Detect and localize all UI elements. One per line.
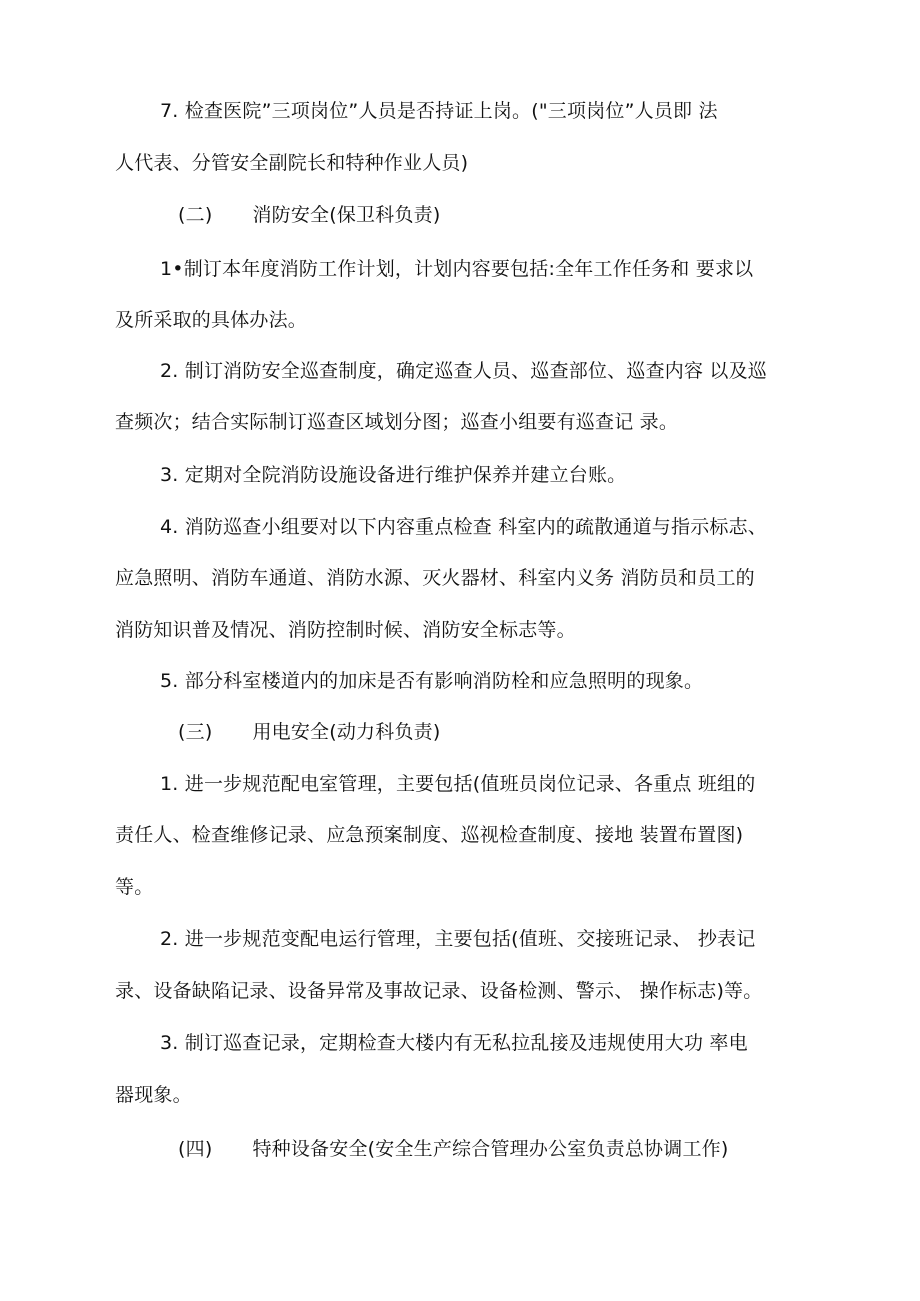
text-line: 及所采取的具体办法。	[115, 309, 308, 331]
text-line: 录、设备缺陷记录、设备异常及事故记录、设备检测、警示、 操作标志)等。	[115, 980, 763, 1002]
text-line: 2. 制订消防安全巡查制度，确定巡查人员、巡查部位、巡查内容 以及巡	[160, 360, 768, 382]
text-line: 1. 进一步规范配电室管理，主要包括(值班员岗位记录、各重点 班组的	[160, 773, 756, 795]
text-line: 责任人、检查维修记录、应急预案制度、巡视检查制度、接地 装置布置图)	[115, 824, 744, 846]
text-line: 3. 制订巡查记录，定期检查大楼内有无私拉乱接及违规使用大功 率电	[160, 1032, 748, 1054]
section-heading-3	[178, 719, 440, 745]
section-title: 消防安全(保卫科负责)	[252, 204, 441, 226]
text-line: 查频次；结合实际制订巡查区域划分图；巡查小组要有巡查记 录。	[115, 411, 679, 433]
text-line: 7. 检查医院”三项岗位”人员是否持证上岗。("三项岗位”人员即 法	[160, 100, 718, 122]
section-number: (二)	[178, 204, 213, 226]
text-line: 4. 消防巡查小组要对以下内容重点检查 科室内的疏散通道与指示标志、	[160, 516, 768, 538]
section-number: (三)	[178, 721, 213, 743]
section-number: (四)	[178, 1138, 213, 1160]
section-heading-2	[178, 202, 440, 228]
section-title: 特种设备安全(安全生产综合管理办公室负责总协调工作)	[252, 1138, 729, 1160]
text-line: 5. 部分科室楼道内的加床是否有影响消防栓和应急照明的现象。	[160, 670, 704, 692]
text-line: 应急照明、消防车通道、消防水源、灭火器材、科室内义务 消防员和员工的	[115, 567, 755, 589]
section-title: 用电安全(动力科负责)	[252, 721, 441, 743]
text-line: 人代表、分管安全副院长和特种作业人员)	[115, 152, 469, 174]
text-line: 器现象。	[115, 1084, 192, 1106]
section-heading-4	[178, 1136, 728, 1162]
text-line: 1•制订本年度消防工作计划，计划内容要包括:全年工作任务和 要求以	[160, 258, 754, 280]
text-line: 等。	[115, 876, 154, 898]
text-line: 消防知识普及情况、消防控制时候、消防安全标志等。	[115, 619, 576, 641]
text-line: 2. 进一步规范变配电运行管理，主要包括(值班、交接班记录、 抄表记	[160, 928, 756, 950]
text-line: 3. 定期对全院消防设施设备进行维护保养并建立台账。	[160, 464, 627, 486]
